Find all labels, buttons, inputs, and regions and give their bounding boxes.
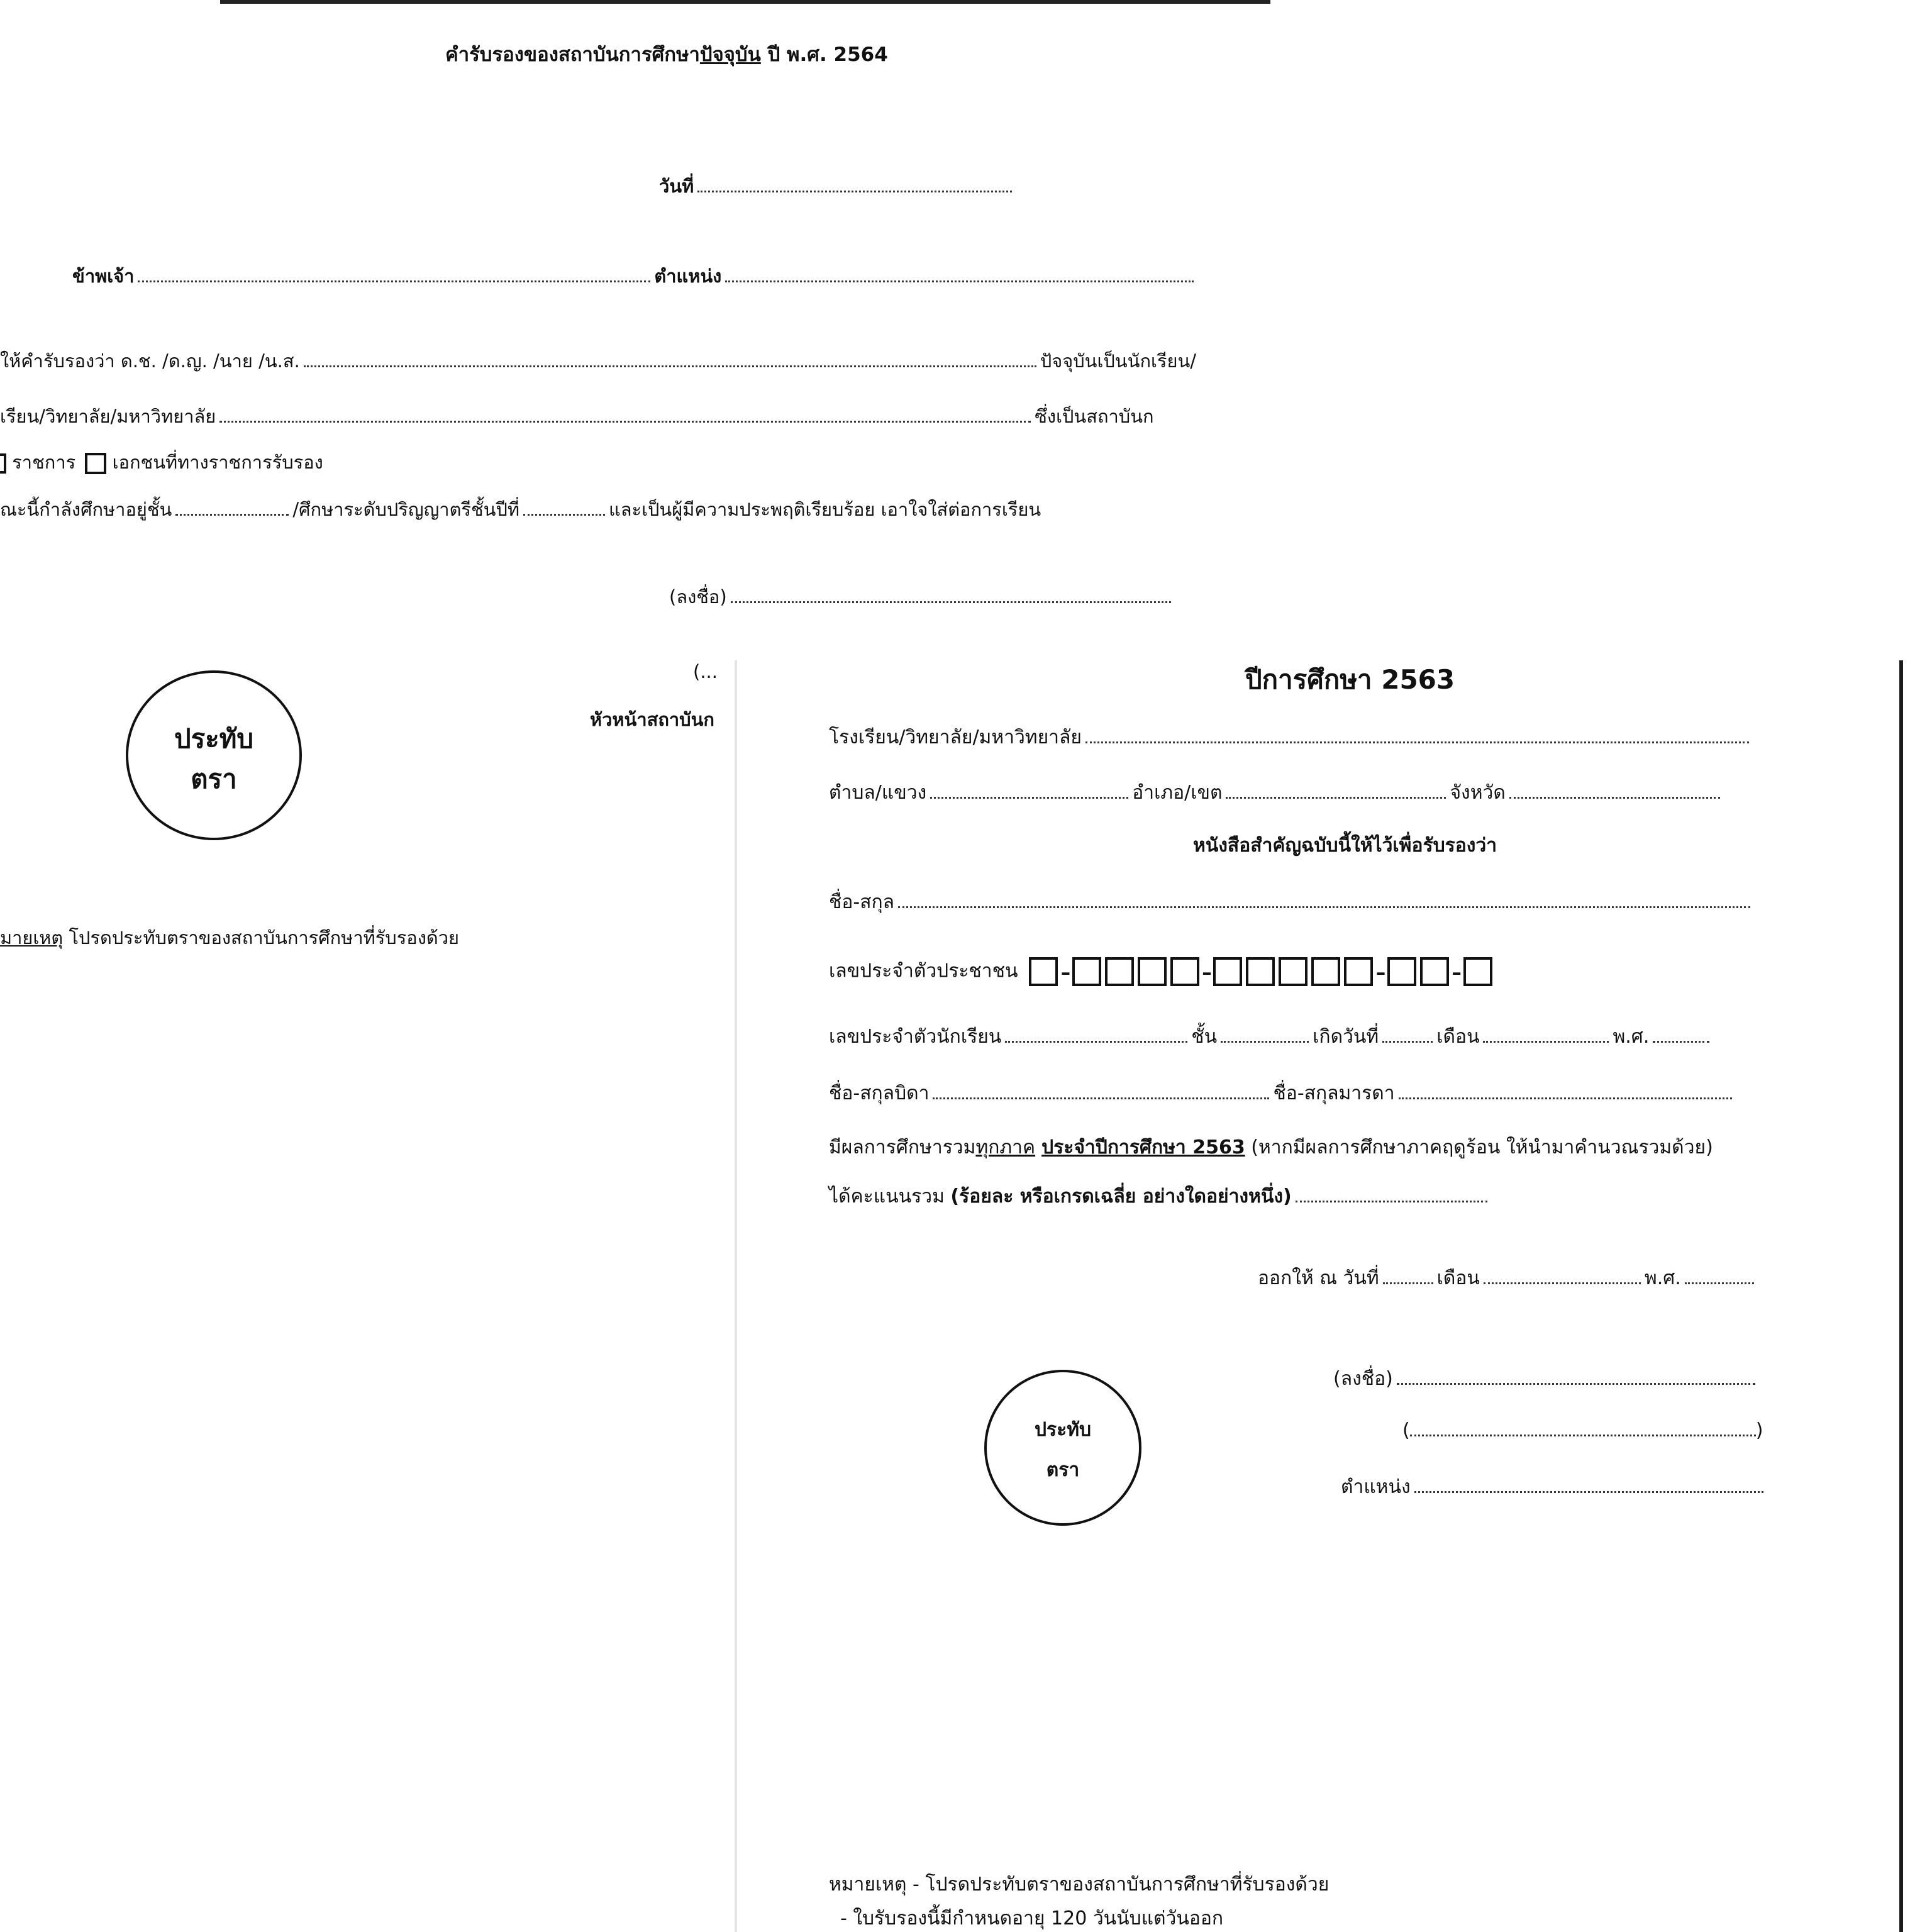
score-type: (ร้อยละ หรือเกรดเฉลี่ย อย่างใดอย่างหนึ่ง) [950, 1185, 1292, 1208]
results-all-terms: ทุกภาค [975, 1136, 1036, 1158]
birth-year-blank[interactable] [1653, 1038, 1709, 1043]
government-checkbox[interactable] [0, 453, 6, 474]
id-digit-box[interactable] [1344, 957, 1373, 986]
mother-blank[interactable] [1399, 1095, 1732, 1099]
position-label: ตำแหน่ง [1341, 1476, 1411, 1498]
position-label: ตำแหน่ง [654, 265, 722, 287]
date-blank[interactable] [697, 188, 1012, 192]
school-field [829, 728, 1753, 747]
printed-name-blank[interactable] [1410, 1432, 1756, 1436]
signer-position [1341, 1478, 1767, 1497]
birth-month-blank[interactable] [1483, 1038, 1609, 1043]
stamp-text-1: ประทับ [174, 723, 254, 754]
school-label: โรงเรียน/วิทยาลัย/มหาวิทยาลัย [829, 726, 1082, 748]
date-field [659, 177, 1016, 196]
father-blank[interactable] [933, 1095, 1269, 1099]
page1-signature [669, 588, 1175, 606]
note-text: โปรดประทับตราของสถาบันการศึกษาที่รับรองด้วย [63, 927, 459, 948]
degree-label: /ศึกษาระดับปริญญาตรีชั้นปีที่ [292, 499, 520, 520]
note-label: มายเหตุ [0, 927, 64, 948]
government-label: ราชการ [12, 452, 76, 473]
name-blank[interactable] [898, 904, 1750, 908]
signature-label: (ลงชื่อ) [669, 586, 727, 608]
national-id-boxes[interactable]: - - - - [1029, 957, 1496, 986]
score-field [829, 1187, 1491, 1206]
school-line [0, 408, 1154, 426]
page2-signature [1333, 1370, 1759, 1389]
id-digit-box[interactable] [1072, 957, 1101, 986]
studying-line [0, 501, 1041, 519]
certify-line [0, 352, 1196, 370]
stamp-circle [126, 670, 302, 840]
birth-day-blank[interactable] [1382, 1038, 1433, 1043]
issued-field [1258, 1269, 1758, 1288]
signature-blank[interactable] [1397, 1380, 1755, 1385]
id-digit-box[interactable] [1029, 957, 1058, 986]
issued-month-blank[interactable] [1484, 1280, 1641, 1284]
id-digit-box[interactable] [1213, 957, 1242, 986]
private-label: เอกชนที่ทางราชการรับรอง [112, 452, 323, 473]
father-label: ชื่อ-สกุลบิดา [829, 1082, 930, 1104]
district-blank[interactable] [1226, 794, 1446, 799]
issued-year-label: พ.ศ. [1644, 1267, 1681, 1289]
title-prefix: คำรับรองของสถาบันการศึกษา [445, 43, 700, 66]
declarant-field [72, 267, 1197, 286]
stamp-text-2: ตรา [191, 763, 237, 794]
school-label: เรียน/วิทยาลัย/มหาวิทยาลัย [0, 406, 216, 427]
id-digit-box[interactable] [1138, 957, 1167, 986]
id-digit-box[interactable] [1279, 957, 1307, 986]
birth-year-label: พ.ศ. [1613, 1026, 1650, 1048]
school-blank[interactable] [219, 418, 1031, 423]
national-id-field [829, 955, 1496, 989]
paren-close: ) [1755, 1419, 1763, 1441]
institution-type [0, 453, 323, 474]
subdistrict-label: ตำบล/แขวง [829, 782, 927, 804]
issued-day-label: ออกให้ ณ วันที่ [1258, 1267, 1379, 1289]
paren-open: ( [1402, 1419, 1410, 1441]
stamp-text-2: ตรา [1046, 1459, 1080, 1481]
top-rule [220, 0, 1270, 4]
issued-year-blank[interactable] [1685, 1280, 1754, 1284]
student-name-blank[interactable] [304, 363, 1036, 367]
behavior-text: และเป็นผู้มีความประพฤติเรียบร้อย เอาใจใส่ต่อการเรียน [609, 499, 1041, 520]
id-digit-box[interactable] [1246, 957, 1275, 986]
page-edge [1899, 660, 1903, 1932]
school-suffix: ซึ่งเป็นสถาบันก [1035, 406, 1154, 427]
paren-open: (... [693, 661, 718, 682]
date-label: วันที่ [659, 175, 694, 197]
school-blank[interactable] [1085, 739, 1749, 743]
head-of-institution: หัวหน้าสถาบันก [590, 709, 714, 730]
mother-label: ชื่อ-สกุลมารดา [1273, 1082, 1395, 1104]
title-suffix: ปี พ.ศ. 2564 [760, 43, 888, 66]
district-label: อำเภอ/เขต [1132, 782, 1223, 804]
year-blank[interactable] [523, 511, 605, 516]
declarant-blank[interactable] [138, 278, 650, 282]
printed-name [1402, 1421, 1763, 1440]
certify-heading: หนังสือสำคัญฉบับนี้ให้ไว้เพื่อรับรองว่า [1193, 835, 1497, 857]
grade-blank[interactable] [1221, 1038, 1309, 1043]
signature-blank[interactable] [731, 599, 1171, 603]
score-blank[interactable] [1296, 1198, 1487, 1202]
results-note: (หากมีผลการศึกษาภาคฤดูร้อน ให้นำมาคำนวณรวมด้วย) [1245, 1136, 1713, 1158]
id-digit-box[interactable] [1420, 957, 1449, 986]
stamp-circle [984, 1370, 1141, 1526]
studying-prefix: ณะนี้กำลังศึกษาอยู่ชั้น [0, 499, 172, 520]
issued-month-label: เดือน [1436, 1267, 1480, 1289]
id-digit-box[interactable] [1311, 957, 1340, 986]
page1-title [445, 45, 888, 65]
grade-blank[interactable] [175, 511, 289, 516]
birth-month-label: เดือน [1436, 1026, 1480, 1048]
i-label: ข้าพเจ้า [72, 265, 135, 287]
results-year: ประจำปีการศึกษา 2563 [1041, 1136, 1245, 1158]
position-blank[interactable] [725, 278, 1194, 282]
address-field [829, 784, 1724, 802]
id-digit-box[interactable] [1170, 957, 1199, 986]
province-label: จังหวัด [1450, 782, 1506, 804]
signature-label: (ลงชื่อ) [1333, 1368, 1393, 1390]
name-field [829, 893, 1754, 912]
id-digit-box[interactable] [1387, 957, 1416, 986]
certify-suffix: ปัจจุบันเป็นนักเรียน/ [1040, 350, 1197, 372]
stamp-text-1: ประทับ [1034, 1419, 1092, 1441]
national-id-label: เลขประจำตัวประชาชน [829, 960, 1018, 982]
id-digit-box[interactable] [1105, 957, 1134, 986]
certificate-2563-page [737, 660, 1907, 1932]
birth-day-label: เกิดวันที่ [1313, 1026, 1379, 1048]
private-checkbox[interactable] [85, 453, 106, 474]
certify-prefix: ให้คำรับรองว่า ด.ช. /ด.ญ. /นาย /น.ส. [0, 350, 300, 372]
issued-day-blank[interactable] [1383, 1280, 1433, 1284]
grade-label: ชั้น [1191, 1026, 1218, 1048]
province-blank[interactable] [1509, 794, 1720, 799]
results-line [829, 1138, 1713, 1157]
note-validity: - ใบรับรองนี้มีกำหนดอายุ 120 วันนับแต่วันออก [840, 1907, 1224, 1929]
student-id-label: เลขประจำตัวนักเรียน [829, 1026, 1002, 1048]
page1-note [0, 929, 459, 947]
title-underlined: ปัจจุบัน [699, 43, 761, 66]
score-label: ได้คะแนนรวม [829, 1185, 945, 1208]
note-stamp: หมายเหตุ - โปรดประทับตราของสถาบันการศึกษาที่รับรองด้วย [829, 1874, 1330, 1896]
id-digit-box[interactable] [1463, 957, 1492, 986]
parents-field [829, 1084, 1736, 1103]
position-blank[interactable] [1414, 1489, 1763, 1493]
results-prefix: มีผลการศึกษารวม [829, 1136, 976, 1158]
student-id-blank[interactable] [1005, 1038, 1187, 1043]
name-label: ชื่อ-สกุล [829, 891, 895, 913]
student-id-field [829, 1028, 1713, 1046]
subdistrict-blank[interactable] [930, 794, 1128, 799]
page2-title: ปีการศึกษา 2563 [1245, 664, 1455, 695]
